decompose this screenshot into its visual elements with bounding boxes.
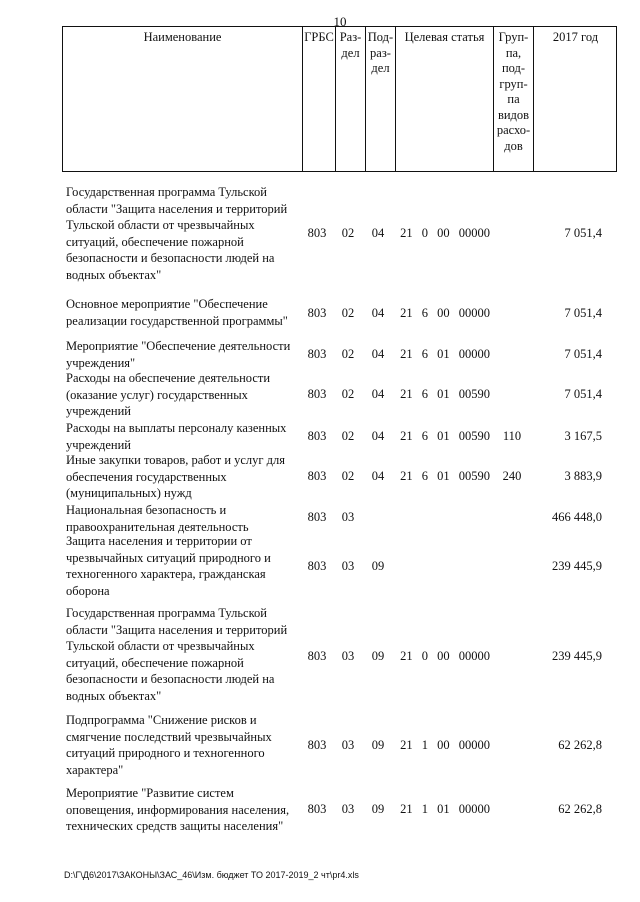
row-name: Государственная программа Тульской области "Защита населения и территорий Тульской области от чрезвычайных ситуаций, обеспечение пожарной безопасности и безопасности людей на водных объектах" [66,185,288,282]
row-sum: 62 262,8 [558,738,602,752]
row-podrazdel: 09 [371,738,385,752]
row-sum: 3 167,5 [564,429,602,443]
row-name: Расходы на выплаты персоналу казенных учреждений [66,421,287,452]
row-name: Государственная программа Тульской области "Защита населения и территорий Тульской области от чрезвычайных ситуаций, обеспечение пожарной безопасности и безопасности людей на водных объектах" [66,606,288,703]
header-year: 2017 год [533,27,617,171]
row-podrazdel: 04 [371,429,385,443]
header-grbs: ГРБС [302,27,335,171]
row-sum: 466 448,0 [552,510,602,524]
table-row [62,452,617,502]
row-grbs: 803 [307,306,327,320]
row-razdel: 03 [341,510,355,524]
row-sum: 7 051,4 [564,226,602,240]
row-name: Основное мероприятие "Обеспечение реализации государственной программы" [66,297,288,328]
row-name: Мероприятие "Развитие систем оповещения, информирования населения, технических средств защиты населения" [66,786,290,833]
row-name: Иные закупки товаров, работ и услуг для обеспечения государственных (муниципальных) нужд [66,453,286,500]
row-podrazdel: 04 [371,306,385,320]
row-grbs: 803 [307,738,327,752]
row-gruppa: 110 [502,429,522,443]
row-razdel: 03 [341,738,355,752]
row-celevaya: 21 6 01 00000 [400,347,490,361]
row-celevaya: 21 1 01 00000 [400,802,490,816]
row-grbs: 803 [307,387,327,401]
row-razdel: 02 [341,347,355,361]
row-name: Мероприятие "Обеспечение деятельности учреждения" [66,339,291,370]
header-podrazdel: Под- раз- дел [365,27,395,171]
row-celevaya: 21 0 00 00000 [400,226,490,240]
row-celevaya: 21 6 01 00590 [400,429,490,443]
row-grbs: 803 [307,649,327,663]
table-row [62,420,617,454]
header-name: Наименование [143,30,222,44]
table-row [62,712,617,780]
row-grbs: 803 [307,802,327,816]
row-grbs: 803 [307,469,327,483]
table-row [62,370,617,420]
table-row [62,605,617,705]
table-row [62,533,617,601]
row-name: Защита населения и территории от чрезвычайных ситуаций природного и техногенного характера, гражданская оборона [66,534,271,598]
header-gruppa: Груп- па, под- груп- па видов расхо- дов [493,27,533,171]
row-celevaya: 21 6 01 00590 [400,469,490,483]
row-razdel: 02 [341,429,355,443]
row-razdel: 03 [341,559,355,573]
row-razdel: 02 [341,226,355,240]
table-row [62,184,617,284]
row-grbs: 803 [307,226,327,240]
row-celevaya: 21 6 00 00000 [400,306,490,320]
row-razdel: 03 [341,802,355,816]
row-razdel: 02 [341,469,355,483]
row-celevaya: 21 0 00 00000 [400,649,490,663]
file-path-footer: D:\Г\Д6\2017\ЗАКОНЫ\ЗАС_46\Изм. бюджет ТО 2017-2019_2 чт\pr4.xls [64,870,359,880]
row-celevaya: 21 6 01 00590 [400,387,490,401]
header-razdel: Раз- дел [335,27,365,171]
page-number: 10 [333,14,347,29]
row-name: Расходы на обеспечение деятельности (оказание услуг) государственных учреждений [66,371,271,418]
row-celevaya: 21 1 00 00000 [400,738,490,752]
table-row [62,785,617,837]
row-podrazdel: 04 [371,226,385,240]
row-grbs: 803 [307,559,327,573]
row-sum: 7 051,4 [564,347,602,361]
table-header [62,26,617,172]
row-razdel: 02 [341,306,355,320]
row-sum: 239 445,9 [552,559,602,573]
row-sum: 62 262,8 [558,802,602,816]
row-razdel: 02 [341,387,355,401]
row-podrazdel: 04 [371,469,385,483]
table-row [62,502,617,536]
row-name: Национальная безопасность и правоохранительная деятельность [66,503,249,534]
row-grbs: 803 [307,510,327,524]
table-row [62,296,617,332]
table-row [62,338,617,372]
row-sum: 7 051,4 [564,306,602,320]
row-gruppa: 240 [502,469,522,483]
row-sum: 7 051,4 [564,387,602,401]
row-sum: 3 883,9 [564,469,602,483]
header-celevaya: Целевая статья [395,27,493,171]
row-podrazdel: 09 [371,649,385,663]
row-grbs: 803 [307,347,327,361]
row-razdel: 03 [341,649,355,663]
row-name: Подпрограмма "Снижение рисков и смягчение последствий чрезвычайных ситуаций природного и техногенного характера" [66,713,272,777]
row-podrazdel: 04 [371,387,385,401]
row-podrazdel: 09 [371,802,385,816]
row-podrazdel: 04 [371,347,385,361]
row-grbs: 803 [307,429,327,443]
row-podrazdel: 09 [371,559,385,573]
row-sum: 239 445,9 [552,649,602,663]
